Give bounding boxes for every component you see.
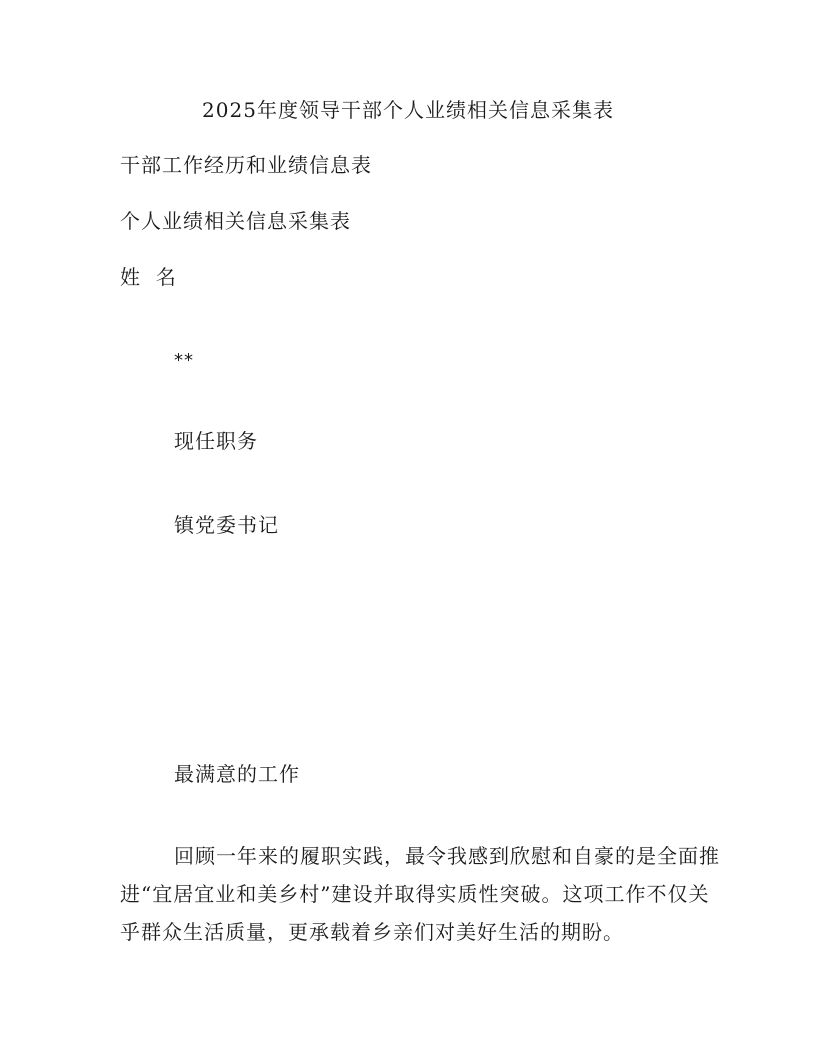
field-position-value: 镇党委书记 bbox=[174, 513, 279, 537]
document-title: 2025年度领导干部个人业绩相关信息采集表 bbox=[202, 98, 614, 122]
section-body-paragraph: 回顾一年来的履职实践，最令我感到欣慰和自豪的是全面推进“宜居宜业和美乡村”建设并取得实质性突破。这项工作不仅关乎群众生活质量，更承载着乡亲们对美好生活的期盼。 bbox=[120, 844, 720, 944]
field-name-label: 姓 名 bbox=[120, 265, 177, 289]
field-name-value: ** bbox=[174, 350, 194, 371]
subtitle-performance-info: 个人业绩相关信息采集表 bbox=[120, 209, 351, 233]
section-heading-most-satisfying-work: 最满意的工作 bbox=[174, 762, 300, 786]
subtitle-cadre-work-history: 干部工作经历和业绩信息表 bbox=[120, 153, 372, 177]
field-position-label: 现任职务 bbox=[174, 429, 258, 453]
